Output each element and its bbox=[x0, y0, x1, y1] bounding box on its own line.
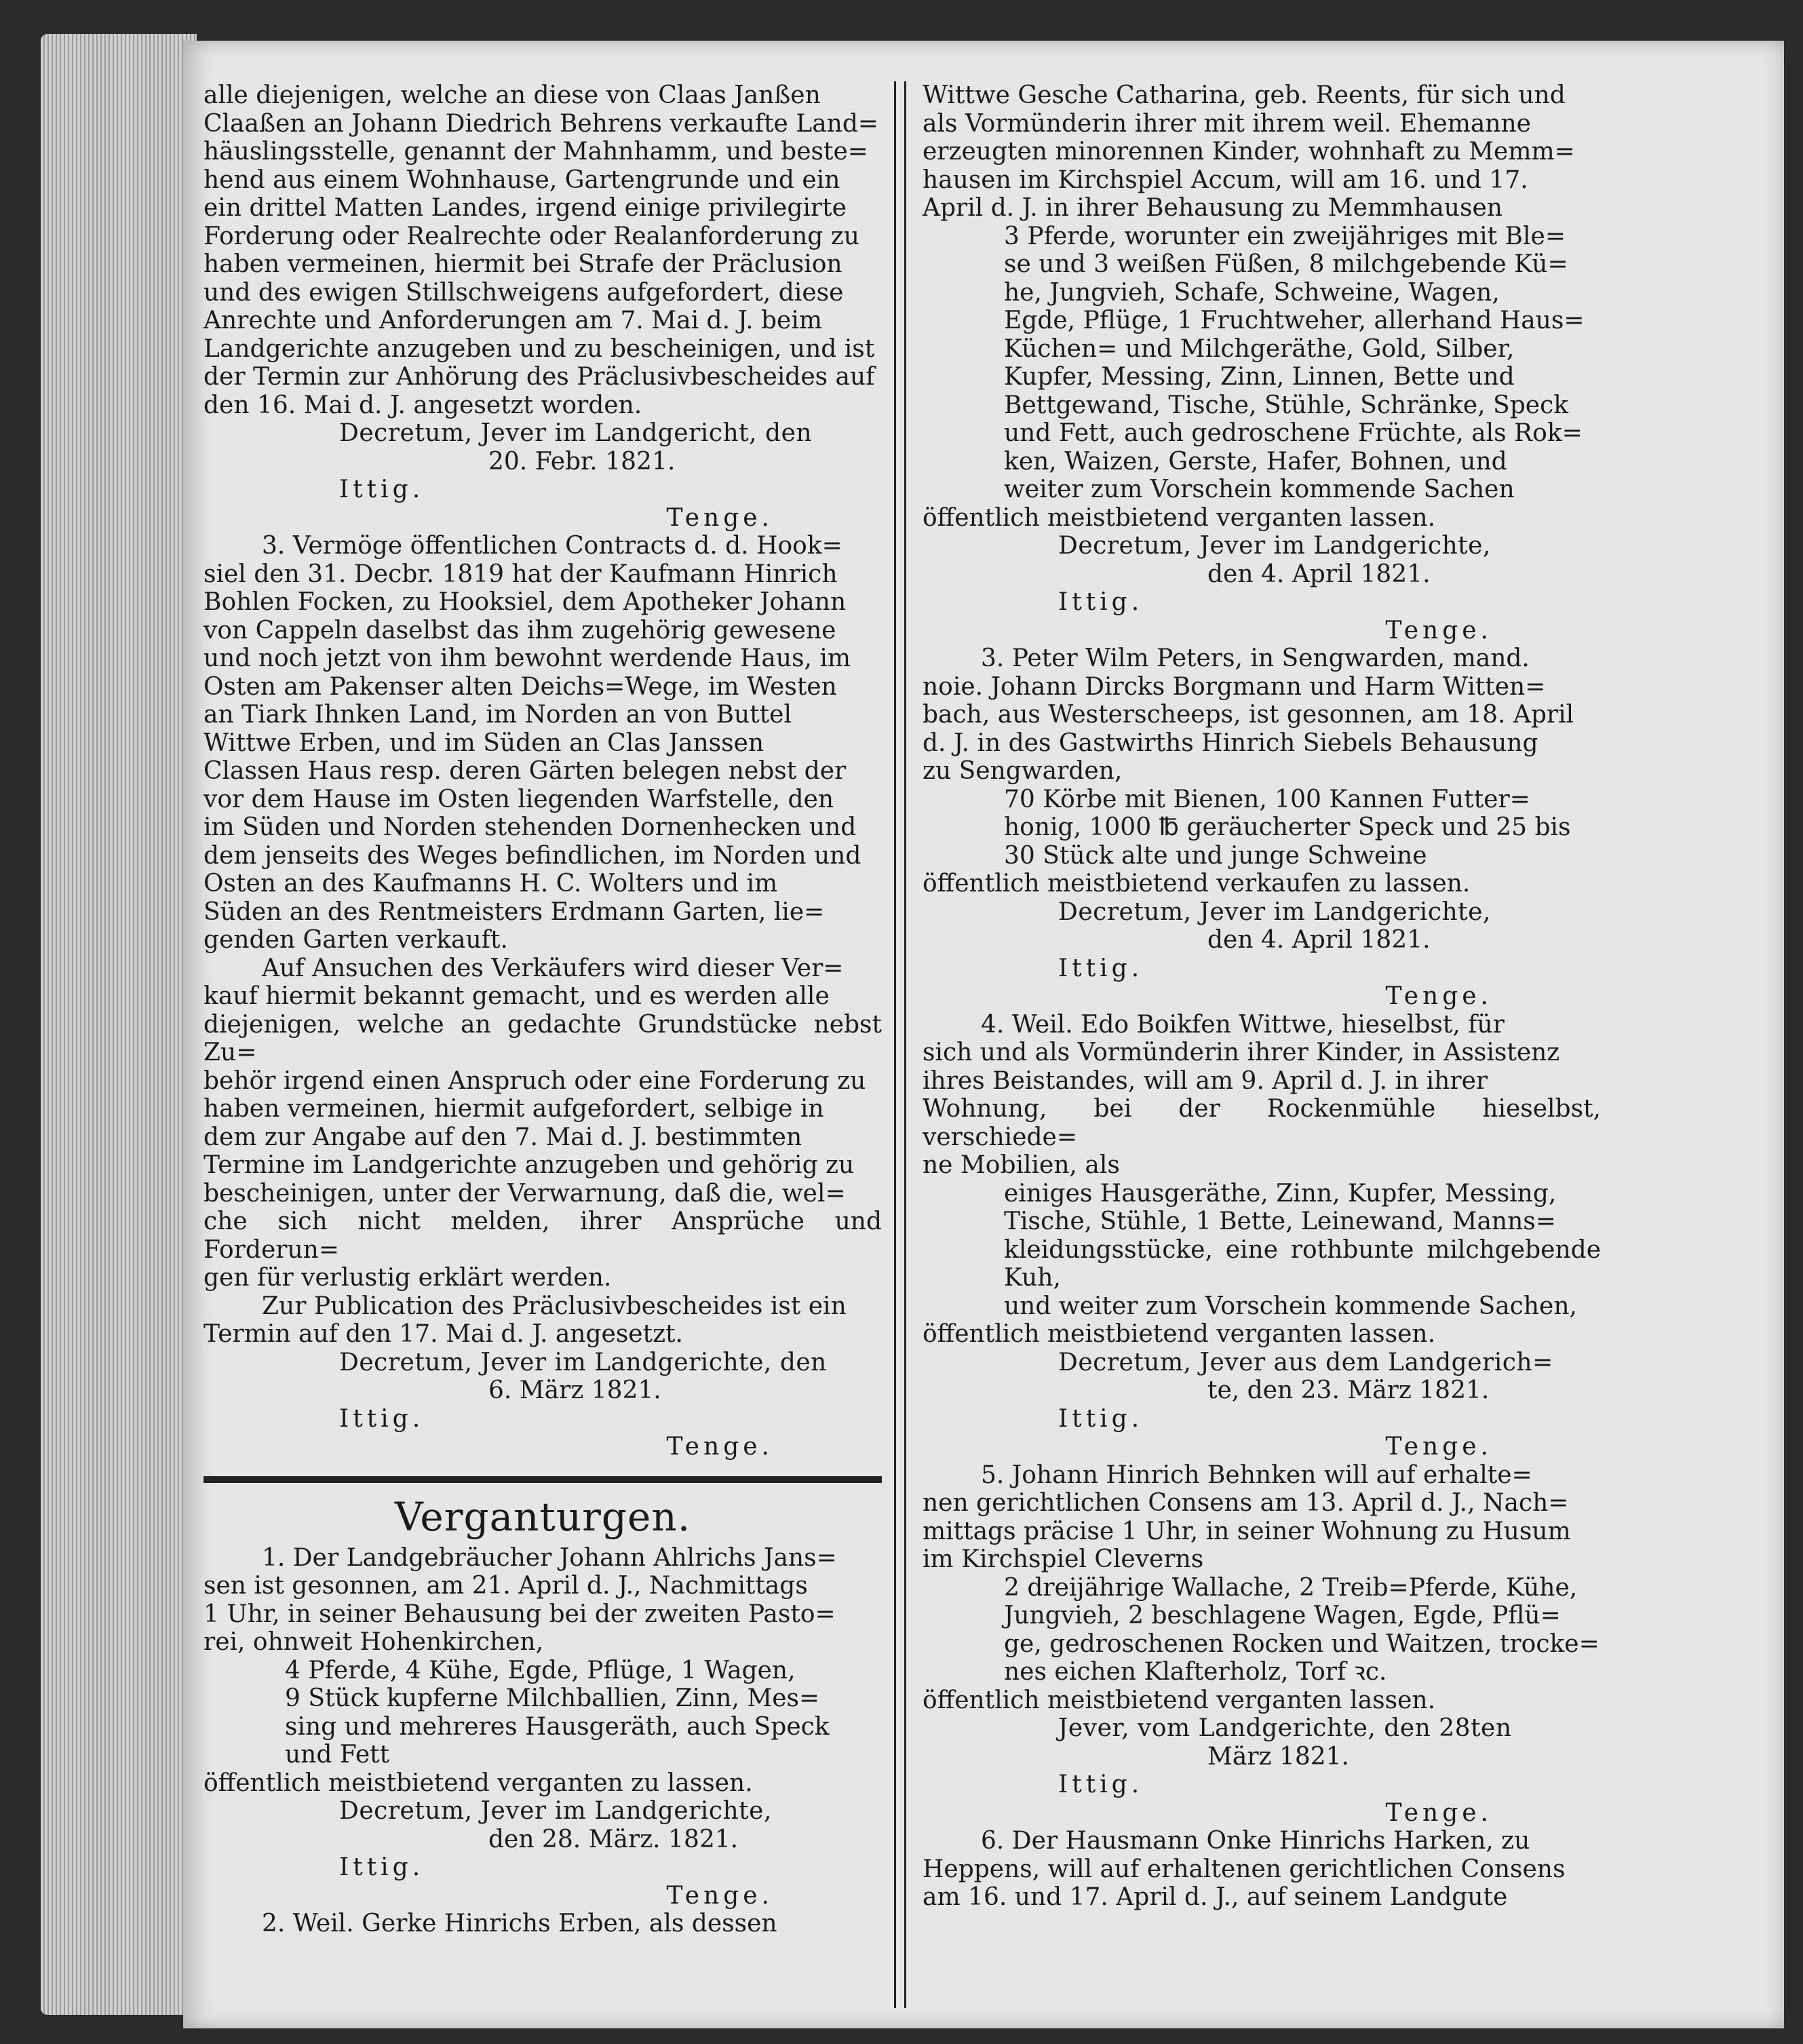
text-line: diejenigen, welche an gedachte Grundstücke nebst Zu= bbox=[203, 1010, 882, 1066]
text-line: Claaßen an Johann Diedrich Behrens verkaufte Land= bbox=[203, 109, 879, 138]
item-list bbox=[203, 1657, 882, 1769]
text-line: Bohlen Focken, zu Hooksiel, dem Apotheker Johann bbox=[203, 588, 847, 616]
text-line: häuslingsstelle, genannt der Mahnhamm, und beste= bbox=[203, 138, 868, 166]
text-line: und noch jetzt von ihm bewohnt werdende Haus, im bbox=[203, 644, 851, 672]
decretum-line: Decretum, Jever im Landgericht, den bbox=[339, 419, 813, 447]
decretum-line: Jever, vom Landgerichte, den 28ten bbox=[1058, 1714, 1512, 1742]
text-line: im Kirchspiel Cleverns bbox=[923, 1545, 1204, 1573]
text-line: Osten am Pakenser alten Deichs=Wege, im Westen bbox=[203, 672, 837, 701]
decretum-date: 20. Febr. 1821. bbox=[488, 447, 676, 476]
text-line: einiges Hausgeräthe, Zinn, Kupfer, Messing, bbox=[1004, 1179, 1557, 1208]
signature-ittig: Ittig. bbox=[339, 1853, 425, 1881]
item-list bbox=[923, 1180, 1601, 1321]
text-line: mittags präcise 1 Uhr, in seiner Wohnung zu Husum bbox=[923, 1517, 1571, 1545]
notice-paragraph bbox=[923, 644, 1601, 786]
decretum-line: Decretum, Jever aus dem Landgerich= bbox=[1058, 1348, 1553, 1376]
section-heading: Verganturgen. bbox=[394, 1493, 691, 1540]
text-line: von Cappeln daselbst das ihm zugehörig gewesene bbox=[203, 616, 836, 644]
text-line: honig, 1000 ℔ geräucherter Speck und 25 bis bbox=[1004, 813, 1571, 841]
signature-ittig: Ittig. bbox=[1058, 1404, 1144, 1433]
signature-tenge: Tenge. bbox=[1385, 982, 1492, 1010]
decretum-date: März 1821. bbox=[1207, 1742, 1350, 1771]
text-line: Termine im Landgerichte anzugeben und gehörig zu bbox=[203, 1151, 855, 1179]
text-line: 3 Pferde, worunter ein zweijähriges mit Ble= bbox=[1004, 222, 1566, 250]
text-line: Jungvieh, 2 beschlagene Wagen, Egde, Pflü= bbox=[1004, 1602, 1561, 1630]
decretum-line: Decretum, Jever im Landgerichte, den bbox=[339, 1348, 827, 1376]
text-line: ne Mobilien, als bbox=[923, 1151, 1120, 1179]
text-line: 2. Weil. Gerke Hinrichs Erben, als dessen bbox=[262, 1910, 777, 1937]
text-line: als Vormünderin ihrer mit ihrem weil. Ehemanne bbox=[923, 109, 1531, 138]
text-line: öffentlich meistbietend verganten lassen. bbox=[923, 1686, 1436, 1714]
book-page-edges bbox=[41, 34, 197, 2015]
text-line: d. J. in des Gastwirths Hinrich Siebels Behausung bbox=[923, 729, 1538, 757]
left-column bbox=[203, 81, 882, 1938]
text-line: Egde, Pflüge, 1 Fruchtweher, allerhand Haus= bbox=[1004, 307, 1585, 334]
text-line: im Süden und Norden stehenden Dornenhecken und bbox=[203, 813, 857, 841]
signature-tenge: Tenge. bbox=[1385, 1433, 1492, 1461]
text-line: und weiter zum Vorschein kommende Sachen, bbox=[1004, 1292, 1577, 1320]
text-line: 4 Pferde, 4 Kühe, Egde, Pflüge, 1 Wagen, bbox=[285, 1656, 796, 1684]
signature-ittig: Ittig. bbox=[1058, 588, 1144, 616]
text-line: April d. J. in ihrer Behausung zu Memmhausen bbox=[923, 194, 1502, 222]
text-line: Osten an des Kaufmanns H. C. Wolters und im bbox=[203, 870, 778, 898]
text-line: und des ewigen Stillschweigens aufgefordert, diese bbox=[203, 278, 844, 307]
text-line: haben vermeinen, hiermit bei Strafe der Präclusion bbox=[203, 250, 842, 278]
text-line: 4. Weil. Edo Boikfen Wittwe, hieselbst, für bbox=[981, 1010, 1505, 1039]
text-line: sich und als Vormünderin ihrer Kinder, in Assistenz bbox=[923, 1039, 1560, 1066]
signature-tenge: Tenge. bbox=[1385, 616, 1492, 644]
text-line: weiter zum Vorschein kommende Sachen bbox=[1004, 476, 1515, 503]
text-line: ihres Beistandes, will am 9. April d. J. in ihrer bbox=[923, 1066, 1488, 1095]
text-line: he, Jungvieh, Schafe, Schweine, Wagen, bbox=[1004, 278, 1500, 307]
column-divider bbox=[894, 81, 906, 2008]
signature-ittig: Ittig. bbox=[1058, 1771, 1144, 1798]
text-line: ken, Waizen, Gerste, Hafer, Bohnen, und bbox=[1004, 447, 1507, 476]
text-line: noie. Johann Dircks Borgmann und Harm Witten= bbox=[923, 672, 1546, 701]
text-line: haben vermeinen, hiermit aufgefordert, selbige in bbox=[203, 1095, 824, 1123]
decretum-date: te, den 23. März 1821. bbox=[1207, 1376, 1490, 1404]
text-line: genden Garten verkauft. bbox=[203, 926, 508, 954]
text-line: Heppens, will auf erhaltenen gerichtlichen Consens bbox=[923, 1855, 1566, 1883]
text-line: dem zur Angabe auf den 7. Mai d. J. bestimmten bbox=[203, 1123, 802, 1151]
signature-tenge: Tenge. bbox=[666, 1433, 773, 1461]
text-line: sen ist gesonnen, am 21. April d. J., Nachmittags bbox=[203, 1572, 808, 1600]
text-line: ein drittel Matten Landes, irgend einige privilegirte bbox=[203, 194, 847, 222]
text-line: am 16. und 17. April d. J., auf seinem Landgute bbox=[923, 1883, 1508, 1911]
text-line: bach, aus Westerscheeps, ist gesonnen, am 18. April bbox=[923, 701, 1574, 729]
text-line: Forderung oder Realrechte oder Realanforderung zu bbox=[203, 222, 859, 250]
text-line: siel den 31. Decbr. 1819 hat der Kaufmann Hinrich bbox=[203, 560, 838, 588]
text-line: Kupfer, Messing, Zinn, Linnen, Bette und bbox=[1004, 363, 1515, 391]
text-line: 3. Vermöge öffentlichen Contracts d. d. Hook= bbox=[262, 532, 842, 560]
text-line: 70 Körbe mit Bienen, 100 Kannen Futter= bbox=[1004, 785, 1530, 813]
text-line: erzeugten minorennen Kinder, wohnhaft zu Memm= bbox=[923, 138, 1575, 166]
text-line: kleidungsstücke, eine rothbunte milchgebende Kuh, bbox=[1004, 1235, 1601, 1292]
text-line: 1. Der Landgebräucher Johann Ahlrichs Jans= bbox=[262, 1543, 837, 1572]
text-line: kauf hiermit bekannt gemacht, und es werden alle bbox=[203, 982, 830, 1010]
text-line: gen für verlustig erklärt werden. bbox=[203, 1264, 612, 1292]
notice-paragraph bbox=[923, 1011, 1601, 1180]
notice-paragraph bbox=[203, 954, 882, 1292]
text-line: Süden an des Rentmeisters Erdmann Garten, lie= bbox=[203, 898, 825, 926]
signature-tenge: Tenge. bbox=[666, 1881, 773, 1910]
signature-ittig: Ittig. bbox=[339, 476, 425, 503]
item-list bbox=[923, 786, 1601, 870]
text-line: 5. Johann Hinrich Behnken will auf erhalte= bbox=[981, 1461, 1532, 1489]
text-line: und Fett bbox=[285, 1741, 390, 1769]
text-line: der Termin zur Anhörung des Präclusivbescheides auf bbox=[203, 363, 875, 391]
text-line: 30 Stück alte und junge Schweine bbox=[1004, 841, 1427, 870]
notice-paragraph bbox=[923, 1461, 1601, 1574]
text-line: 6. Der Hausmann Onke Hinrichs Harken, zu bbox=[981, 1827, 1530, 1855]
text-line: Termin auf den 17. Mai d. J. angesetzt. bbox=[203, 1320, 683, 1348]
notice-paragraph bbox=[203, 81, 882, 419]
notice-paragraph bbox=[923, 1827, 1601, 1912]
text-line: Auf Ansuchen des Verkäufers wird dieser Ver= bbox=[262, 954, 844, 982]
decretum-line: Decretum, Jever im Landgerichte, bbox=[339, 1797, 772, 1825]
decretum-line: Decretum, Jever im Landgerichte, bbox=[1058, 532, 1491, 560]
text-line: öffentlich meistbietend verganten lassen. bbox=[923, 503, 1436, 532]
text-line: nen gerichtlichen Consens am 13. April d. J., Nach= bbox=[923, 1489, 1569, 1517]
decretum-date: 6. März 1821. bbox=[488, 1376, 661, 1404]
signature-tenge: Tenge. bbox=[1385, 1798, 1492, 1827]
text-line: öffentlich meistbietend verganten lassen. bbox=[923, 1320, 1436, 1348]
text-line: und Fett, auch gedroschene Früchte, als Rok= bbox=[1004, 419, 1583, 447]
text-line: hausen im Kirchspiel Accum, will am 16. und 17. bbox=[923, 166, 1528, 194]
notice-paragraph bbox=[203, 1544, 882, 1657]
text-line: zu Sengwarden, bbox=[923, 757, 1123, 785]
decretum-date: den 4. April 1821. bbox=[1207, 926, 1431, 954]
text-line: Wohnung, bei der Rockenmühle hieselbst, verschiede= bbox=[923, 1095, 1601, 1151]
text-line: an Tiark Ihnken Land, im Norden an von Buttel bbox=[203, 701, 792, 729]
text-line: sing und mehreres Hausgeräth, auch Speck bbox=[285, 1712, 830, 1741]
decretum-date: den 4. April 1821. bbox=[1207, 560, 1431, 588]
text-line: dem jenseits des Weges befindlichen, im Norden und bbox=[203, 841, 861, 870]
notice-paragraph bbox=[203, 532, 882, 954]
text-line: rei, ohnweit Hohenkirchen, bbox=[203, 1628, 544, 1656]
section-rule bbox=[203, 1476, 882, 1483]
text-line: Tische, Stühle, 1 Bette, Leinewand, Manns= bbox=[1004, 1208, 1556, 1235]
decretum-line: Decretum, Jever im Landgerichte, bbox=[1058, 898, 1491, 926]
text-line: 2 dreijährige Wallache, 2 Treib=Pferde, Kühe, bbox=[1004, 1573, 1578, 1602]
right-column bbox=[923, 81, 1601, 1912]
text-line: 1 Uhr, in seiner Behausung bei der zweiten Pasto= bbox=[203, 1600, 836, 1628]
text-line: öffentlich meistbietend verganten zu lassen. bbox=[203, 1769, 753, 1797]
item-list bbox=[923, 223, 1601, 504]
text-line: ge, gedroschenen Rocken und Waitzen, trocke= bbox=[1004, 1630, 1600, 1658]
notice-paragraph bbox=[203, 1292, 882, 1349]
text-line: che sich nicht melden, ihrer Ansprüche und Forderun= bbox=[203, 1208, 882, 1264]
text-line: hend aus einem Wohnhause, Gartengrunde und ein bbox=[203, 166, 840, 194]
text-line: behör irgend einen Anspruch oder eine Forderung zu bbox=[203, 1066, 866, 1095]
text-line: nes eichen Klafterholz, Torf ꝛc. bbox=[1004, 1658, 1387, 1686]
text-line: Classen Haus resp. deren Gärten belegen nebst der bbox=[203, 757, 847, 785]
text-line: Wittwe Gesche Catharina, geb. Reents, für sich und bbox=[923, 81, 1566, 109]
text-line: Zur Publication des Präclusivbescheides ist ein bbox=[262, 1292, 847, 1320]
text-line: vor dem Hause im Osten liegenden Warfstelle, den bbox=[203, 785, 834, 813]
text-line: se und 3 weißen Füßen, 8 milchgebende Kü= bbox=[1004, 250, 1568, 278]
text-line: 9 Stück kupferne Milchballien, Zinn, Mes= bbox=[285, 1684, 820, 1712]
text-line: Anrechte und Anforderungen am 7. Mai d. J. beim bbox=[203, 307, 822, 334]
text-line: öffentlich meistbietend verkaufen zu lassen. bbox=[923, 870, 1471, 898]
signature-tenge: Tenge. bbox=[666, 503, 773, 532]
signature-ittig: Ittig. bbox=[339, 1404, 425, 1433]
decretum-date: den 28. März. 1821. bbox=[488, 1825, 739, 1853]
text-line: Wittwe Erben, und im Süden an Clas Janssen bbox=[203, 729, 764, 757]
text-line: Küchen= und Milchgeräthe, Gold, Silber, bbox=[1004, 334, 1515, 363]
signature-ittig: Ittig. bbox=[1058, 954, 1144, 982]
text-line: alle diejenigen, welche an diese von Claas Janßen bbox=[203, 81, 821, 109]
text-line: Landgerichte anzugeben und zu bescheinigen, und ist bbox=[203, 334, 875, 363]
text-line: den 16. Mai d. J. angesetzt worden. bbox=[203, 391, 642, 419]
text-line: 3. Peter Wilm Peters, in Sengwarden, mand. bbox=[981, 644, 1530, 672]
notice-paragraph bbox=[923, 81, 1601, 223]
text-line: bescheinigen, unter der Verwarnung, daß die, wel= bbox=[203, 1179, 846, 1208]
text-line: Bettgewand, Tische, Stühle, Schränke, Speck bbox=[1004, 391, 1569, 419]
item-list bbox=[923, 1574, 1601, 1686]
